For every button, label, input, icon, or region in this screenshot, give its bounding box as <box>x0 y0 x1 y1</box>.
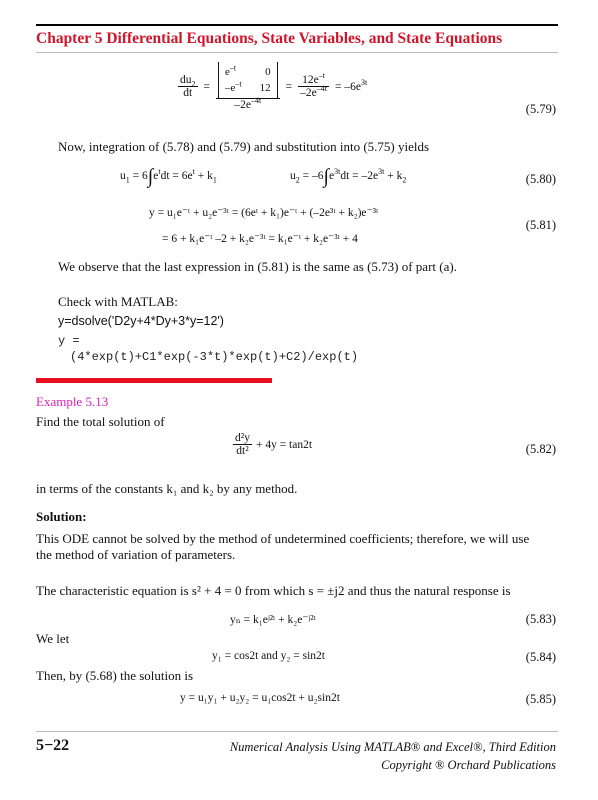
example-prompt: Find the total solution of <box>36 414 165 429</box>
solution-label: Solution: <box>36 509 87 524</box>
top-rule <box>36 24 558 26</box>
equation-number-5-83: (5.83) <box>525 612 556 626</box>
matlab-output-label: y = <box>58 334 80 348</box>
book-title: Numerical Analysis Using MATLAB® and Excel®, Third Edition <box>229 740 556 754</box>
equation-5-80-right: $u_2 = -6\int e^{3t}dt = -2e^{3t} + k_2$ <box>290 165 407 188</box>
middle-fraction: $\frac{12e^{-t}}{-2e^{-4t}}$ <box>300 71 327 99</box>
equation-number-5-81: (5.81) <box>525 218 556 232</box>
example-title: Example 5.13 <box>36 394 109 409</box>
then-text: Then, by (5.68) the solution is <box>36 668 194 683</box>
we-let-text: We let <box>36 631 70 646</box>
characteristic-equation-text: The characteristic equation is s² + 4 = 0 from which s = ±j2 and thus the natural response is <box>36 583 511 598</box>
constants-text: in terms of the constants k₁ and k₂ by any method. <box>36 481 298 496</box>
equation-number-5-84: (5.84) <box>525 650 556 664</box>
chapter-title: Chapter 5 Differential Equations, State Variables, and State Equations <box>36 30 503 47</box>
equation-5-81-line2: = 6 + k₁e⁻ᵗ –2 + k₂e⁻³ᵗ = k₁e⁻ᵗ + k₂e⁻³ᵗ + 4 <box>162 233 358 245</box>
matlab-output-value: (4*exp(t)+C1*exp(-3*t)*exp(t)+C2)/exp(t) <box>70 350 359 364</box>
lhs-fraction: $\frac{du_2}{dt}$ <box>180 74 196 99</box>
second-derivative-fraction: $\frac{\text{d²y}}{\text{dt²}}$ <box>235 432 250 457</box>
example-separator-bar <box>36 378 272 383</box>
equation-5-80-left: $u_1 = 6\int e^tdt = 6e^t + k_1$ <box>120 165 217 188</box>
equation-5-79: $\frac{du_2}{dt}$ = $e^{-t}$ 0 $-e^{-t}$ 12 $-2e^{-4t}$ = $\frac{12e^{-t}}{-2e^{-4t}}$ = $-6e^{3t}$ <box>180 63 368 111</box>
matlab-command: y=dsolve('D2y+4*Dy+3*y=12') <box>58 314 224 328</box>
page-number: 5−22 <box>36 737 70 754</box>
equation-number-5-82: (5.82) <box>525 442 556 456</box>
equation-5-85: y = u₁y₁ + u₂y₂ = u₁cos2t + u₂sin2t <box>180 692 340 704</box>
equation-number-5-80: (5.80) <box>525 172 556 186</box>
header-divider <box>36 52 558 53</box>
solution-line-1: This ODE cannot be solved by the method of undetermined coefficients; therefore, we will use <box>36 531 530 546</box>
equation-number-5-79: (5.79) <box>525 102 556 116</box>
solution-line-2: the method of variation of parameters. <box>36 547 236 562</box>
equation-5-81-line1: y = u₁e⁻ᵗ + u₂e⁻³ᵗ = (6eᵗ + k₁)e⁻ᵗ + (–2e³ᵗ + k₂)e⁻³ᵗ <box>149 207 379 219</box>
determinant: $e^{-t}$ 0 $-e^{-t}$ 12 <box>218 62 278 98</box>
copyright: Copyright ® Orchard Publications <box>381 758 556 772</box>
footer-divider <box>36 731 558 732</box>
equation-number-5-85: (5.85) <box>525 692 556 706</box>
equation-5-84: y₁ = cos2t and y₂ = sin2t <box>212 650 325 662</box>
observe-text: We observe that the last expression in (5.81) is the same as (5.73) of part (a). <box>58 259 457 274</box>
equation-5-82: $\frac{\text{d²y}}{\text{dt²}}$ + 4y = tan2t <box>235 432 313 457</box>
check-matlab-text: Check with MATLAB: <box>58 294 178 309</box>
equation-5-83: yₙ = k₁eʲ²ᵗ + k₂e⁻ʲ²ᵗ <box>230 614 316 626</box>
determinant-fraction: $e^{-t}$ 0 $-e^{-t}$ 12 $-2e^{-4t}$ <box>216 62 280 111</box>
integration-text: Now, integration of (5.78) and (5.79) and substitution into (5.75) yields <box>58 139 430 154</box>
